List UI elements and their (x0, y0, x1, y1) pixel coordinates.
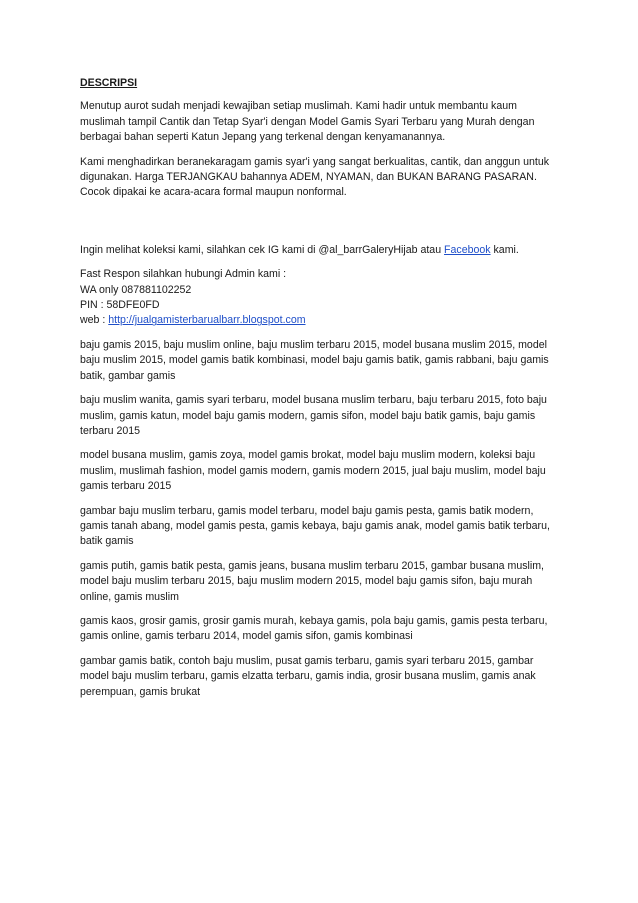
collection-text-end: kami. (490, 243, 519, 256)
collection-paragraph (80, 243, 562, 258)
document-content (80, 76, 562, 709)
blog-link[interactable]: http://jualgamisterbarualbarr.blogspot.com (108, 314, 306, 327)
facebook-link[interactable]: Facebook (444, 243, 491, 256)
contact-pin: PIN : 58DFE0FD (80, 299, 160, 312)
section-heading: DESCRIPSI (80, 77, 138, 89)
collection-text: Ingin melihat koleksi kami, silahkan cek IG kami di @al_barrGaleryHijab atau (80, 243, 445, 256)
contact-block (80, 267, 562, 329)
keyword-paragraph: model busana muslim, gamis zoya, model gamis brokat, model baju muslim modern, koleksi baju muslim, muslimah fashion, model gamis modern, gamis modern 2015, jual baju muslim, model baju gamis terbaru 2015 (80, 449, 546, 493)
intro-paragraph: Menutup aurot sudah menjadi kewajiban setiap muslimah. Kami hadir untuk membantu kaum muslimah tampil Cantik dan Tetap Syar'i dengan Model Gamis Syari Terbaru yang Murah dengan berbagai bahan seperti Katun Jepang yang terkenal dengan kenyamanannya. (80, 100, 535, 144)
keyword-paragraph: baju muslim wanita, gamis syari terbaru, model busana muslim terbaru, baju terbaru 2015, foto baju muslim, gamis katun, model baju gamis modern, gamis sifon, model baju batik gamis, baju gamis terbaru 2015 (80, 394, 547, 437)
contact-wa: WA only 087881102252 (80, 283, 192, 296)
offer-paragraph: Kami menghadirkan beranekaragam gamis syar'i yang sangat berkualitas, cantik, dan anggun untuk digunakan. Harga TERJANGKAU bahannya ADEM, NYAMAN, dan BUKAN BARANG PASARAN. Cocok dipakai ke acara-acara formal maupun nonformal. (80, 155, 550, 199)
web-label: web : (80, 314, 109, 327)
keyword-paragraph: gambar gamis batik, contoh baju muslim, pusat gamis terbaru, gamis syari terbaru 2015, gambar model baju muslim terbaru, gamis elzatta terbaru, gamis india, grosir busana muslim, gamis anak perempuan, gamis brukat (80, 654, 536, 698)
contact-intro: Fast Respon silahkan hubungi Admin kami : (80, 268, 287, 281)
keyword-paragraph: baju gamis 2015, baju muslim online, baju muslim terbaru 2015, model busana muslim 2015, model baju muslim 2015, model gamis batik kombinasi, model baju gamis batik, gamis rabbani, baju gamis batik, gambar gamis (80, 338, 549, 382)
contact-web (80, 313, 562, 328)
keyword-paragraph: gamis kaos, grosir gamis, grosir gamis murah, kebaya gamis, pola baju gamis, gamis pesta terbaru, gamis online, gamis terbaru 2014, model gamis sifon, gamis kombinasi (80, 614, 548, 643)
keyword-paragraph: gambar baju muslim terbaru, gamis model terbaru, model baju gamis pesta, gamis batik modern, gamis tanah abang, model gamis pesta, gamis kebaya, baju gamis anak, model gamis batik terbaru, batik gamis (80, 504, 550, 548)
keyword-paragraph: gamis putih, gamis batik pesta, gamis jeans, busana muslim terbaru 2015, gambar busana muslim, model baju muslim terbaru 2015, baju muslim modern 2015, model baju gamis sifon, baju murah online, gamis muslim (80, 559, 544, 603)
